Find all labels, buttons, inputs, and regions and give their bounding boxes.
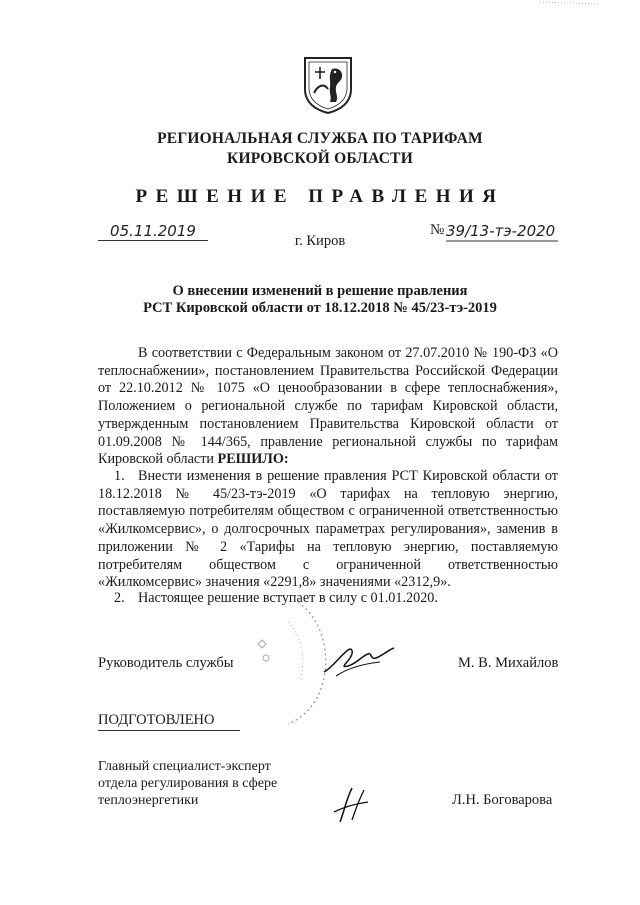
item-1-paragraph [98,468,558,592]
subject-line2: РСТ Кировской области от 18.12.2018 № 45/23-тэ-2019 [143,300,497,316]
preparer-position [98,758,277,809]
preparer-signature [330,782,374,826]
preparer-position-line: Главный специалист-эксперт [98,759,271,774]
organization-name-line1: РЕГИОНАЛЬНАЯ СЛУЖБА ПО ТАРИФАМ [157,130,483,147]
item-2-text: Настоящее решение вступает в силу с 01.01.2020. [138,590,438,606]
prepared-underline [98,730,240,731]
organization-name-line2: КИРОВСКОЙ ОБЛАСТИ [227,150,413,167]
prepared-label: ПОДГОТОВЛЕНО [98,712,215,728]
document-number-prefix: № [430,222,445,238]
preamble-text: В соответствии с Федеральным законом от 27.07.2010 № 190-ФЗ «О теплоснабжении», постановлением Правительства Российской Федерации от 22.10.2012 № 1075 «О ценообразовании в сфере теплоснабжения», Положением о региональной службе по тарифам Кировской области, утвержденным постановлением Правительства Кировской области от 01.09.2008 № 144/365, правление региональной службы по тарифам Кировской области [98,345,558,468]
item-1-text: Внести изменения в решение правления РСТ Кировской области от 18.12.2018 № 45/23-тэ-2019 «О тарифах на тепловую энергию, поставляемую потребителям обществом с ограниченной ответственностью «Жилкомсервис», о долгосрочных параметрах регулирования», заменив в приложении № 2 «Тарифы на тепловую энергию, поставляемую потребителям обществом с ограниченной ответственностью «Жилкомсервис» значения «2291,8» значениями «2312,9». [98,468,558,591]
coat-of-arms-icon [302,55,354,115]
document-title: РЕШЕНИЕ ПРАВЛЕНИЯ [135,186,505,207]
decision-word: РЕШИЛО: [217,451,289,468]
preamble-paragraph [98,345,558,469]
item-2-number: 2. [114,590,125,606]
document-number: 39/13-тэ-2020 [446,222,556,240]
item-1-number: 1. [114,468,125,484]
signer-name: М. В. Михайлов [458,655,559,671]
handwritten-signature [318,638,398,678]
preparer-name: Л.Н. Боговарова [452,792,553,808]
preparer-position-line: теплоэнергетики [98,793,199,808]
document-date: 05.11.2019 [98,222,208,241]
city-label: г. Киров [294,233,346,249]
subject-line1: О внесении изменений в решение правления [172,283,468,299]
signer-role: Руководитель службы [98,655,234,671]
preparer-position-line: отдела регулирования в сфере [98,776,278,791]
